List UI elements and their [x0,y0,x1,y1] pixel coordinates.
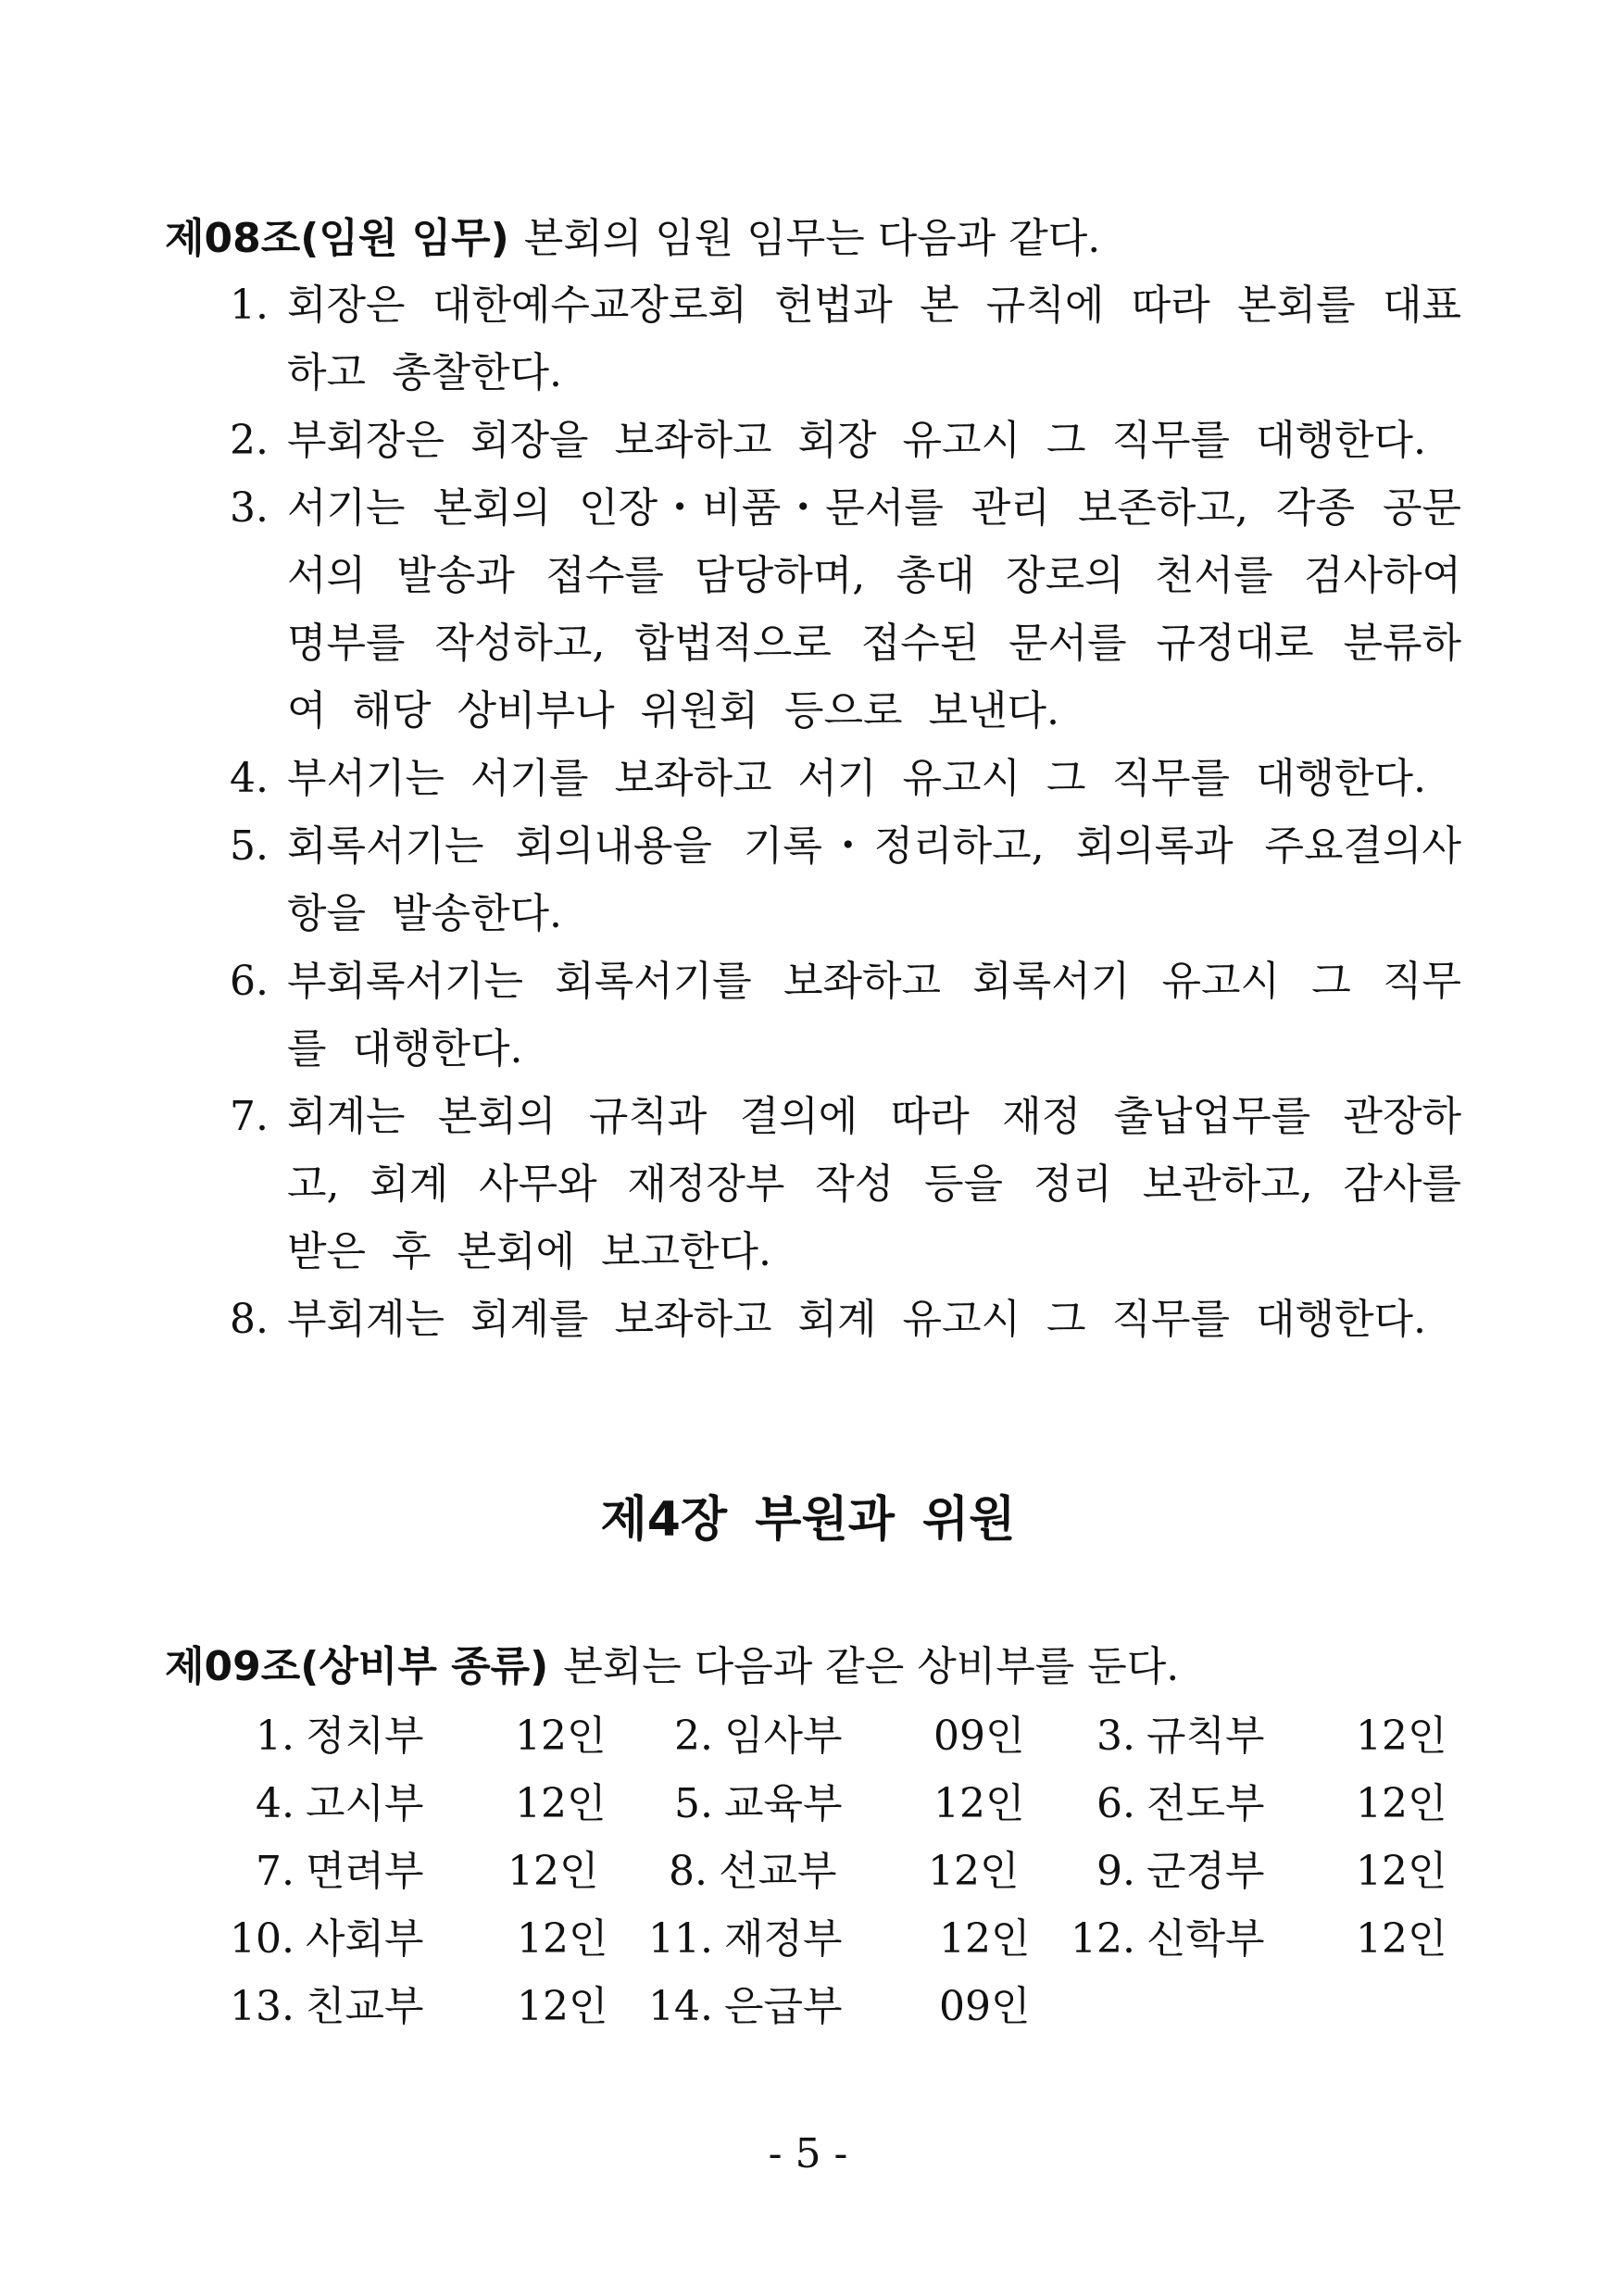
item-text: 부회계는 회계를 보좌하고 회계 유고시 그 직무를 대행한다. [287,1296,1426,1343]
department-entry [1071,1905,1447,1973]
department-number: 5. [674,1780,713,1827]
item-number: 3. [230,484,269,532]
article-08-item-5 [230,812,1461,947]
department-entry [230,1838,599,1905]
department-name: 임사부 [724,1713,843,1760]
department-entry [648,1973,1031,2040]
department-number: 9. [1096,1848,1135,1895]
department-entry [1071,1702,1447,1770]
department-row [0,1702,1616,1770]
department-entry [230,1770,607,1838]
department-number: 14. [648,1983,713,2030]
department-row [0,1973,1616,2040]
department-count: 12인 [933,1780,1025,1827]
department-name: 전도부 [1146,1780,1265,1827]
department-count: 12인 [515,1780,607,1827]
article-09-label: 제09조(상비부 종류) [165,1643,549,1690]
department-count: 12인 [1356,1915,1447,1963]
department-entry [648,1770,1025,1838]
item-number: 1. [230,282,269,329]
item-number: 2. [230,417,269,464]
department-number: 10. [230,1915,294,1963]
article-08-item-1 [230,271,1461,407]
department-number: 8. [669,1848,708,1895]
item-text: 부회장은 회장을 보좌하고 회장 유고시 그 직무를 대행한다. [287,417,1426,464]
article-08-item-8 [230,1286,1461,1353]
department-number: 7. [256,1848,294,1895]
item-number: 7. [230,1093,269,1140]
department-number: 4. [256,1780,294,1827]
department-entry [230,1905,608,1973]
department-count: 12인 [507,1848,599,1895]
article-08-item-4 [230,745,1461,812]
department-count: 12인 [1356,1848,1447,1895]
department-number: 1. [256,1713,294,1760]
item-number: 5. [230,822,269,870]
chapter-title: 제4장 부원과 위원 [600,1492,1016,1548]
department-name: 규칙부 [1146,1713,1265,1760]
department-number: 3. [1096,1713,1135,1760]
department-number: 6. [1096,1780,1135,1827]
department-count: 12인 [1356,1713,1447,1760]
department-row [0,1838,1616,1905]
department-entry [1071,1770,1447,1838]
item-text: 부회록서기는 회록서기를 보좌하고 회록서기 유고시 그 직무를 대행한다. [287,958,1461,1073]
department-count: 09인 [939,1983,1031,2030]
department-row [0,1905,1616,1973]
article-09-intro: 본회는 다음과 같은 상비부를 둔다. [563,1643,1180,1690]
article-09-heading [165,1639,1179,1695]
department-row [0,1770,1616,1838]
item-text: 회록서기는 회의내용을 기록・정리하고, 회의록과 주요결의사항을 발송한다. [287,822,1461,937]
department-name: 군경부 [1146,1848,1265,1895]
department-name: 신학부 [1146,1915,1265,1963]
department-number: 13. [230,1983,294,2030]
article-08-heading [165,211,1100,267]
department-count: 09인 [933,1713,1025,1760]
department-entry [643,1838,1020,1905]
department-count: 12인 [517,1915,608,1963]
department-number: 11. [648,1915,713,1963]
item-text: 회장은 대한예수교장로회 헌법과 본 규칙에 따라 본회를 대표하고 총찰한다. [287,282,1461,396]
article-08-item-3 [230,474,1461,745]
department-name: 정치부 [306,1713,424,1760]
department-entry [648,1905,1031,1973]
department-number: 2. [674,1713,713,1760]
article-08-item-7 [230,1083,1461,1286]
department-name: 사회부 [306,1915,424,1963]
item-number: 6. [230,958,269,1005]
department-count: 12인 [1356,1780,1447,1827]
department-entry [230,1702,607,1770]
page-number: - 5 - [768,2130,848,2177]
item-text: 부서기는 서기를 보좌하고 서기 유고시 그 직무를 대행한다. [287,755,1426,802]
department-count: 12인 [928,1848,1020,1895]
department-name: 선교부 [719,1848,837,1895]
department-entry [1071,1838,1447,1905]
department-count: 12인 [517,1983,608,2030]
department-entry [230,1973,608,2040]
department-name: 교육부 [724,1780,843,1827]
department-name: 고시부 [306,1780,424,1827]
article-08-item-6 [230,947,1461,1083]
department-name: 면려부 [306,1848,424,1895]
department-count: 12인 [939,1915,1031,1963]
article-08-label: 제08조(임원 임무) [165,215,509,262]
department-name: 재정부 [724,1915,843,1963]
department-entry [648,1702,1025,1770]
article-08-item-2 [230,407,1461,474]
item-text: 회계는 본회의 규칙과 결의에 따라 재정 출납업무를 관장하고, 회계 사무와 재정장부 작성 등을 정리 보관하고, 감사를 받은 후 본회에 보고한다. [287,1093,1461,1275]
department-name: 은급부 [724,1983,843,2030]
article-08-intro: 본회의 임원 임무는 다음과 같다. [523,215,1101,262]
department-number: 12. [1071,1915,1135,1963]
department-name: 친교부 [306,1983,424,2030]
department-count: 12인 [515,1713,607,1760]
item-text: 서기는 본회의 인장・비품・문서를 관리 보존하고, 각종 공문서의 발송과 접수를 담당하며, 총대 장로의 천서를 검사하여 명부를 작성하고, 합법적으로 접수된 문서를 규정대로 분류하여 해당 상비부나 위원회 등으로 보낸다. [287,484,1461,734]
item-number: 4. [230,755,269,802]
item-number: 8. [230,1296,269,1343]
